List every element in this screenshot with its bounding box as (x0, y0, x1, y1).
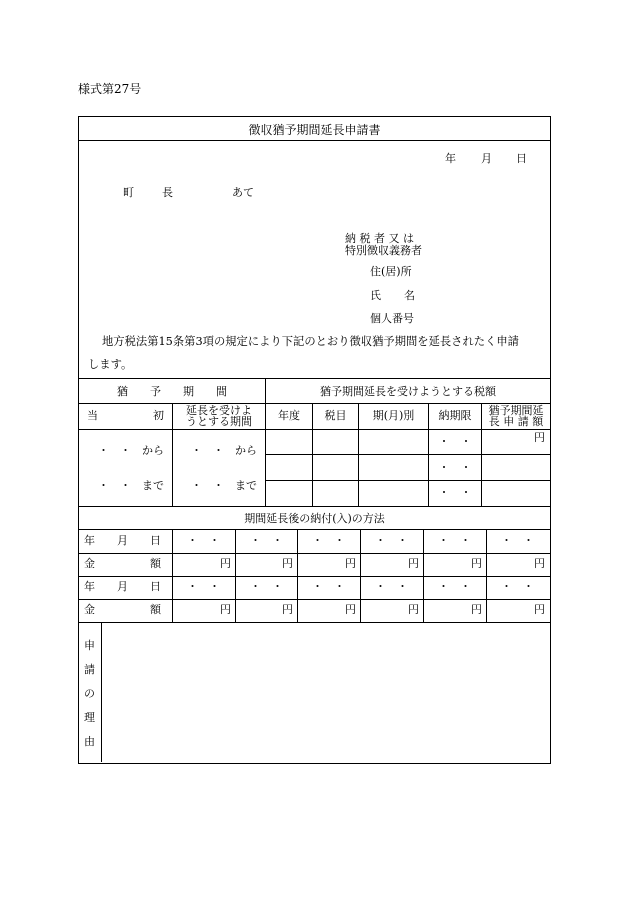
pay-amount-2-2: 円 (282, 603, 293, 616)
reason-label-0: 申 (84, 639, 95, 652)
col-ext-line1: 延長を受けよ (186, 404, 252, 417)
initial-to: ・ ・ まで (98, 479, 164, 492)
deadline-dots-1: ・ ・ (438, 435, 472, 448)
col-year: 年度 (278, 409, 300, 422)
body-text-line1: 地方税法第15条第3項の規定により下記のとおり徴収猶予期間を延長されたく申請 (102, 335, 519, 348)
pay-amount-1-6: 円 (534, 557, 545, 570)
recipient-town: 町 (123, 186, 134, 199)
pay-amount-1-3: 円 (345, 557, 356, 570)
pay-date-2-4: ・ ・ (375, 580, 408, 593)
col-ext-line2: うとする期間 (186, 415, 252, 428)
pay-amount-2-6: 円 (534, 603, 545, 616)
recipient-chief: 長 (162, 186, 173, 199)
ext-to: ・ ・ まで (191, 479, 257, 492)
applicant-mynumber-label: 個人番号 (370, 312, 414, 325)
pay-date-2-2: ・ ・ (250, 580, 283, 593)
ext-from: ・ ・ から (191, 444, 257, 457)
pay-date-1-4: ・ ・ (375, 534, 408, 547)
pay-date-1-3: ・ ・ (312, 534, 345, 547)
reason-label-4: 由 (84, 735, 95, 748)
date-year: 年 (445, 152, 456, 165)
body-text-line2: します。 (88, 358, 133, 371)
tax-header: 猶予期間延長を受けようとする税額 (320, 385, 496, 398)
pay-amount-1-5: 円 (471, 557, 482, 570)
col-amount-line1: 猶予期間延 (488, 404, 544, 417)
pay-amount-1-2: 円 (282, 557, 293, 570)
pay-amount-2-3: 円 (345, 603, 356, 616)
payment-method-header: 期間延長後の納付(入)の方法 (244, 512, 385, 525)
pay-amount-2-4: 円 (408, 603, 419, 616)
applicant-role-line2: 特別徴収義務者 (345, 244, 422, 257)
row-amount-label-2: 金 額 (84, 603, 161, 616)
col-deadline: 納期限 (438, 409, 472, 422)
pay-date-2-6: ・ ・ (501, 580, 534, 593)
pay-amount-1-1: 円 (220, 557, 231, 570)
reason-label-3: 理 (84, 711, 95, 724)
pay-amount-2-1: 円 (220, 603, 231, 616)
pay-date-2-3: ・ ・ (312, 580, 345, 593)
date-day: 日 (516, 152, 527, 165)
deadline-dots-3: ・ ・ (438, 486, 472, 499)
form-title: 徴収猶予期間延長申請書 (248, 123, 381, 137)
recipient-ate: あて (232, 186, 254, 199)
pay-date-1-2: ・ ・ (250, 534, 283, 547)
row-date-label-1: 年 月 日 (84, 534, 161, 547)
reason-input-area[interactable] (102, 623, 549, 762)
date-month: 月 (481, 152, 492, 165)
col-item: 税目 (324, 409, 347, 422)
initial-from: ・ ・ から (98, 444, 164, 457)
col-initial: 当 初 (87, 409, 164, 422)
pay-date-1-1: ・ ・ (187, 534, 220, 547)
row-amount-label-1: 金 額 (84, 557, 161, 570)
col-term: 期(月)別 (372, 409, 415, 422)
reason-label-1: 請 (84, 663, 95, 676)
reason-label-2: の (84, 687, 95, 700)
pay-date-1-6: ・ ・ (501, 534, 534, 547)
applicant-name-ji1: 氏 (370, 289, 381, 302)
pay-amount-1-4: 円 (408, 557, 419, 570)
row-date-label-2: 年 月 日 (84, 580, 161, 593)
form-number: 様式第27号 (78, 82, 142, 96)
deadline-dots-2: ・ ・ (438, 461, 472, 474)
pay-date-2-1: ・ ・ (187, 580, 220, 593)
applicant-role-line1: 納 税 者 又 は (345, 232, 414, 245)
period-header: 猶 予 期 間 (117, 385, 227, 398)
amount-yen: 円 (534, 431, 545, 444)
pay-date-1-5: ・ ・ (438, 534, 471, 547)
applicant-name-ji2: 名 (404, 289, 415, 302)
applicant-address-label: 住(居)所 (370, 265, 412, 278)
pay-date-2-5: ・ ・ (438, 580, 471, 593)
col-amount-line2: 長 申 請 額 (488, 415, 544, 428)
pay-amount-2-5: 円 (471, 603, 482, 616)
